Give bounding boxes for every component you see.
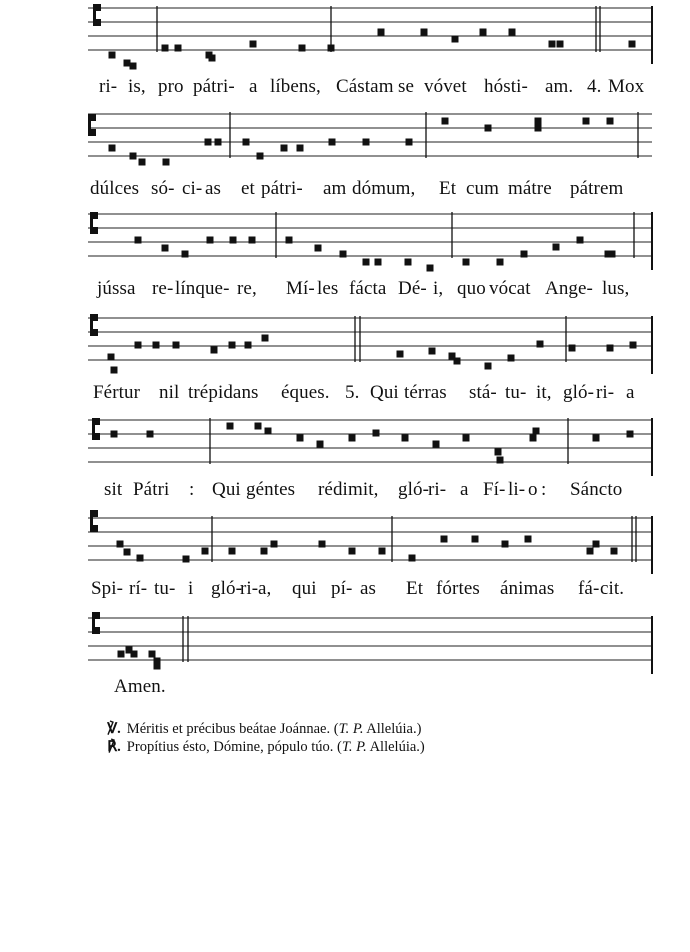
neume-note [530,435,537,442]
neume-note [421,29,428,36]
syllable: li- [508,479,526,500]
neume-note [329,139,336,146]
neume-note [271,541,278,548]
neume-note [397,351,404,358]
syllable: Cástam [336,76,394,97]
neume-note [162,245,169,252]
neume-note [328,45,335,52]
syllable: rí- [129,578,148,599]
neume-note [209,55,216,62]
neume-note [349,548,356,555]
neume-note [227,423,234,430]
neume-note [611,548,618,555]
neume-note [215,139,222,146]
syllable: a, [258,578,272,599]
neume-note [130,63,137,70]
neume-note [405,259,412,266]
neume-note [593,435,600,442]
syllable: a [460,479,469,500]
syllable: dúlces [90,178,140,199]
syllable: : [189,479,195,500]
syllable: Qui [370,382,399,403]
versicle-open: ( [333,721,339,737]
neume-note [480,29,487,36]
neume-note [485,363,492,370]
neume-note [607,345,614,352]
staff-1 [0,0,690,80]
neume-note [497,259,504,266]
neume-note [249,237,256,244]
neume-note [553,244,560,251]
syllable: am [323,178,347,199]
syllable: Sáncto [570,479,623,500]
neume-note [535,125,542,132]
c-clef-icon [92,612,100,634]
neume-note [463,435,470,442]
neume-note [139,159,146,166]
syllable: as [360,578,377,599]
neume-note [108,354,115,361]
neume-note [569,345,576,352]
neume-note [149,651,156,658]
syllable: quo [457,278,486,299]
syllable: trépidans [188,382,259,403]
neume-note [429,348,436,355]
syllable: Mox [608,76,645,97]
versicle-text: Méritis et précibus beátae Joánnae. [126,721,331,737]
syllable: i [188,578,194,599]
syllable: fácta [349,278,387,299]
neume-note [211,347,218,354]
response-alleluia: Allelúia.) [369,739,425,755]
neume-note [402,435,409,442]
neume-note [130,153,137,160]
syllable: Et [439,178,457,199]
syllable: líbens, [270,76,321,97]
response-line [100,722,425,756]
neume-note [153,342,160,349]
syllable: a [626,382,635,403]
staff-3 [0,206,690,286]
neume-note [463,259,470,266]
neume-note [452,36,459,43]
neume-note [109,145,116,152]
syllable: it, [536,382,552,403]
syllable: línque- [175,278,230,299]
syllable: les [317,278,339,299]
neume-note [281,145,288,152]
neume-note [147,431,154,438]
c-clef-icon [93,4,101,26]
neume-note [317,441,324,448]
neume-note [245,342,252,349]
response-open: ( [337,739,342,755]
syllable: 5. [345,382,360,403]
syllable: ánimas [500,578,555,599]
syllable: is, [128,76,146,97]
neume-note [379,548,386,555]
neume-note [182,251,189,258]
c-clef-icon [90,510,98,532]
neume-note [257,153,264,160]
syllable: vóvet [424,76,467,97]
neume-note [485,125,492,132]
neume-note [340,251,347,258]
neume-note [207,237,214,244]
neume-note [406,139,413,146]
syllable: sit [104,479,123,500]
neume-note [315,245,322,252]
syllable: vócat [489,278,531,299]
neume-note [286,237,293,244]
neume-note [629,41,636,48]
syllable: am. [545,76,574,97]
neume-note [250,41,257,48]
neume-note [442,118,449,125]
neume-note [154,663,161,670]
syllable: fórtes [436,578,480,599]
neume-note [297,145,304,152]
syllable: o [528,479,538,500]
syllable: pátri- [193,76,235,97]
response-symbol: ℟. [107,739,121,755]
neume-note [533,428,540,435]
syllable: re- [152,278,174,299]
staff-4 [0,310,690,390]
neume-note [525,536,532,543]
neume-note [243,139,250,146]
neume-note [502,541,509,548]
neume-note [135,237,142,244]
neume-note [173,342,180,349]
neume-note [495,449,502,456]
response-text: Propítius ésto, Dómine, pópulo túo. [126,739,334,755]
syllable: Dé- [398,278,427,299]
neume-note [229,548,236,555]
syllable: mátre [508,178,552,199]
syllable: Mí- [286,278,315,299]
syllable: géntes [246,479,296,500]
syllable: tu- [505,382,527,403]
c-clef-icon [90,212,98,234]
neume-note [205,139,212,146]
neume-note [454,358,461,365]
neume-note [262,335,269,342]
syllable: stá- [469,382,497,403]
neume-note [537,341,544,348]
syllable: rédimit, [318,479,379,500]
syllable: Qui [212,479,241,500]
neume-note [255,423,262,430]
syllable: gló- [398,479,430,500]
neume-note [363,259,370,266]
syllable: Fértur [93,382,141,403]
syllable: cit. [600,578,625,599]
syllable: dómum, [352,178,416,199]
neume-note [378,29,385,36]
neume-note [124,549,131,556]
syllable: pátri- [261,178,303,199]
syllable: Spi- [91,578,124,599]
syllable: ri- [596,382,615,403]
neume-note [109,52,116,59]
neume-note [319,541,326,548]
neume-note [630,342,637,349]
syllable: ri- [428,479,447,500]
syllable: qui [292,578,317,599]
neume-note [363,139,370,146]
syllable: jússa [97,278,136,299]
syllable: gló- [563,382,595,403]
neume-note [135,342,142,349]
syllable: i, [433,278,444,299]
c-clef-icon [90,314,98,336]
neume-note [230,237,237,244]
neume-note [131,651,138,658]
c-clef-icon [88,114,96,136]
neume-note [472,536,479,543]
syllable: térras [404,382,447,403]
neume-note [373,430,380,437]
neume-note [535,118,542,125]
neume-note [229,342,236,349]
neume-note [607,118,614,125]
neume-note [587,548,594,555]
syllable: nil [159,382,180,403]
syllable: fá- [578,578,600,599]
neume-note [162,45,169,52]
syllable: gló- [211,578,243,599]
neume-note [409,555,416,562]
syllable: ri- [99,76,118,97]
syllable: Et [406,578,424,599]
neume-note [175,45,182,52]
neume-note [497,457,504,464]
neume-note [118,651,125,658]
neume-note [202,548,209,555]
neume-note [261,548,268,555]
staff-2 [0,106,690,186]
syllable: pí- [331,578,353,599]
neume-note [609,251,616,258]
neume-note [427,265,434,272]
neume-note [577,237,584,244]
versicle-symbol: ℣. [107,721,121,737]
neume-note [349,435,356,442]
response-tp: T. P. [341,739,367,755]
neume-note [111,367,118,374]
syllable: cum [466,178,500,199]
syllable: 4. [587,76,602,97]
neume-note [297,435,304,442]
syllable: as [205,178,222,199]
neume-note [137,555,144,562]
syllable: só- [151,178,175,199]
neume-note [583,118,590,125]
syllable: éques. [281,382,330,403]
neume-note [509,29,516,36]
neume-note [375,259,382,266]
neume-note [549,41,556,48]
syllable: Pátri [133,479,170,500]
neume-note [117,541,124,548]
neume-note [163,159,170,166]
neume-note [593,541,600,548]
syllable: Ange- [545,278,593,299]
neume-note [521,251,528,258]
versicle-tp: T. P. [338,721,364,737]
syllable: hósti- [484,76,528,97]
neume-note [265,428,272,435]
syllable: et [241,178,255,199]
neume-note [557,41,564,48]
neume-note [441,536,448,543]
neume-note [508,355,515,362]
syllable: Amen. [114,676,166,697]
syllable: a [249,76,258,97]
syllable: se [398,76,415,97]
syllable: pátrem [570,178,624,199]
syllable: lus, [602,278,630,299]
syllable: Fí- [483,479,506,500]
neume-note [627,431,634,438]
neume-note [183,556,190,563]
neume-note [124,60,131,67]
syllable: ri- [240,578,259,599]
syllable: re, [237,278,257,299]
neume-note [433,441,440,448]
neume-note [299,45,306,52]
versicle-alleluia: Allelúia.) [366,721,422,737]
c-clef-icon [92,418,100,440]
syllable: pro [158,76,184,97]
syllable: : [541,479,547,500]
syllable: tu- [154,578,176,599]
syllable: ci- [182,178,203,199]
neume-note [111,431,118,438]
